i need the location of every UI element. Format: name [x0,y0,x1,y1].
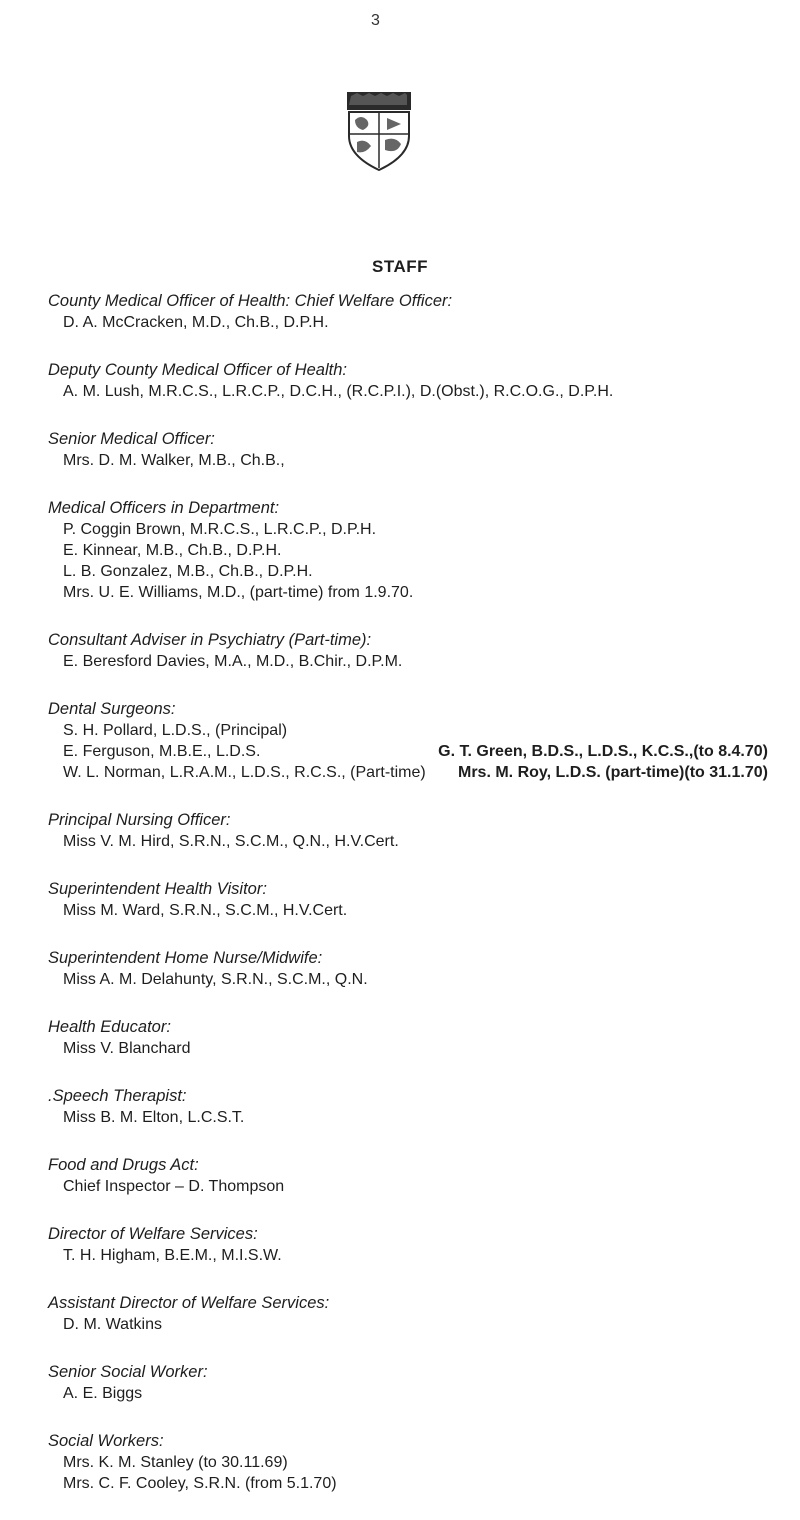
page-title: STAFF [371,257,428,276]
staff-name: P. Coggin Brown, M.R.C.S., L.R.C.P., D.P.H. [63,521,377,538]
staff-name: Mrs. M. Roy, L.D.S. (part-time)(to 31.1.70) [458,764,768,781]
dental-row [48,741,768,762]
staff-name: Miss V. Blanchard [63,1040,191,1057]
staff-name: A. E. Biggs [63,1385,143,1402]
role-heading: Senior Medical Officer: [48,430,215,448]
section-welfare-director [48,1223,768,1266]
staff-name: Mrs. D. M. Walker, M.B., Ch.B., [63,452,285,469]
staff-name: S. H. Pollard, L.D.S., (Principal) [63,722,288,739]
section-dental [48,698,768,783]
county-crest-icon [345,90,413,172]
staff-name: Mrs. C. F. Cooley, S.R.N. (from 5.1.70) [63,1475,337,1492]
section-educator [48,1016,768,1059]
section-medical-officers [48,497,768,603]
staff-name: D. A. McCracken, M.D., Ch.B., D.P.H. [63,314,329,331]
staff-name: W. L. Norman, L.R.A.M., L.D.S., R.C.S., (Part-time) [63,764,426,781]
role-heading: .Speech Therapist: [48,1087,187,1105]
role-heading: Director of Welfare Services: [48,1225,258,1243]
section-senior-mo [48,428,768,471]
section-deputy [48,359,768,402]
staff-name: L. B. Gonzalez, M.B., Ch.B., D.P.H. [63,563,313,580]
role-heading: Senior Social Worker: [48,1363,208,1381]
staff-name: Chief Inspector – D. Thompson [63,1178,285,1195]
role-heading: County Medical Officer of Health: Chief Welfare Officer: [48,292,453,310]
role-heading: Food and Drugs Act: [48,1156,199,1174]
role-heading: Superintendent Health Visitor: [48,880,267,898]
staff-name: Miss M. Ward, S.R.N., S.C.M., H.V.Cert. [63,902,348,919]
staff-name: Mrs. U. E. Williams, M.D., (part-time) from 1.9.70. [63,584,414,601]
staff-list [48,290,768,1520]
role-heading: Assistant Director of Welfare Services: [48,1294,330,1312]
section-senior-social [48,1361,768,1404]
section-nursing [48,809,768,852]
role-heading: Medical Officers in Department: [48,499,280,517]
staff-name: Mrs. K. M. Stanley (to 30.11.69) [63,1454,288,1471]
staff-name: Miss A. M. Delahunty, S.R.N., S.C.M., Q.N. [63,971,368,988]
staff-name: Miss B. M. Elton, L.C.S.T. [63,1109,245,1126]
page-number: 3 [371,12,380,29]
section-health-visitor [48,878,768,921]
role-heading: Health Educator: [48,1018,171,1036]
section-speech [48,1085,768,1128]
section-cmo [48,290,768,333]
staff-name: G. T. Green, B.D.S., L.D.S., K.C.S.,(to 8.4.70) [438,743,768,760]
staff-name: E. Beresford Davies, M.A., M.D., B.Chir., D.P.M. [63,653,403,670]
role-heading: Superintendent Home Nurse/Midwife: [48,949,323,967]
section-psychiatry [48,629,768,672]
staff-name: T. H. Higham, B.E.M., M.I.S.W. [63,1247,282,1264]
staff-name: D. M. Watkins [63,1316,162,1333]
section-food [48,1154,768,1197]
staff-name: E. Kinnear, M.B., Ch.B., D.P.H. [63,542,282,559]
role-heading: Social Workers: [48,1432,164,1450]
staff-name: Miss V. M. Hird, S.R.N., S.C.M., Q.N., H.V.Cert. [63,833,399,850]
role-heading: Dental Surgeons: [48,700,176,718]
staff-name: A. M. Lush, M.R.C.S., L.R.C.P., D.C.H., (R.C.P.I.), D.(Obst.), R.C.O.G., D.P.H. [63,383,614,400]
section-assistant-director [48,1292,768,1335]
staff-name: E. Ferguson, M.B.E., L.D.S. [63,743,261,760]
role-heading: Deputy County Medical Officer of Health: [48,361,347,379]
dental-row [48,762,768,783]
role-heading: Consultant Adviser in Psychiatry (Part-time): [48,631,372,649]
section-social-workers [48,1430,768,1494]
section-home-nurse [48,947,768,990]
role-heading: Principal Nursing Officer: [48,811,231,829]
